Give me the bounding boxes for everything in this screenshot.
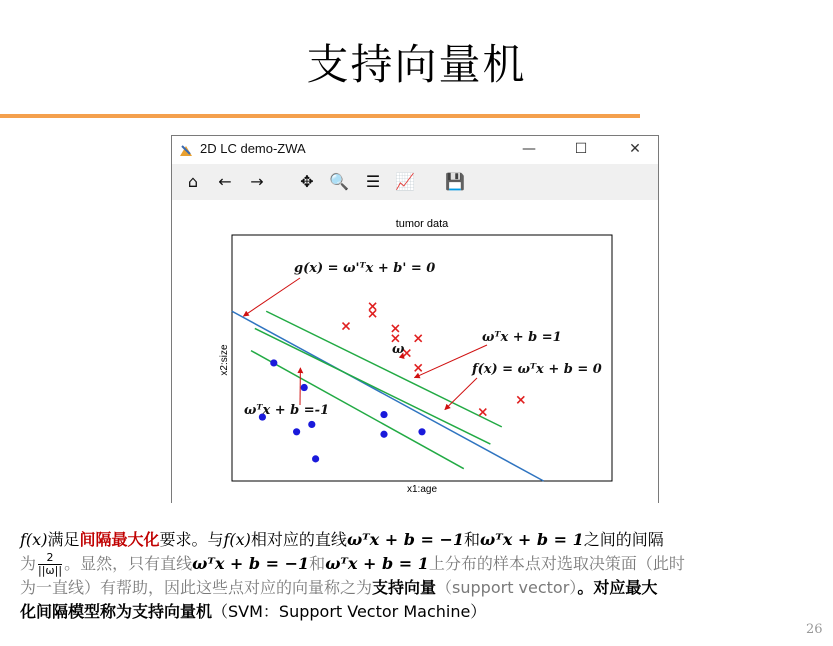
zoom-icon[interactable]: 🔍: [329, 172, 349, 191]
highlight-text: 间隔最大化: [79, 530, 160, 549]
text-run: （SVM：Support Vector Machine）: [212, 602, 487, 621]
text-run: 满足: [47, 530, 80, 549]
circle-point-marker: [293, 428, 300, 435]
equation: ωᵀx + b = −1: [192, 554, 310, 573]
page-number: 26: [806, 622, 823, 637]
fraction: [38, 552, 62, 577]
edit-axis-icon[interactable]: 📈: [395, 172, 415, 191]
matplotlib-window: [171, 135, 659, 503]
text-line-4: [20, 600, 820, 624]
fx-math: f(x): [20, 530, 48, 549]
bold-term: 。对应最大: [577, 578, 658, 597]
x-point-marker: [479, 409, 486, 416]
equation: ωᵀx + b = 1: [480, 530, 584, 549]
close-button[interactable]: ✕: [629, 141, 641, 157]
app-icon: [178, 142, 194, 158]
equation: ωᵀx + b = −1: [346, 530, 465, 549]
save-icon[interactable]: 💾: [445, 172, 465, 191]
annotation-label: ω: [392, 342, 405, 357]
text-run: 为: [20, 554, 37, 573]
text-run: 之间的间隔: [583, 530, 664, 549]
text-line-1: [20, 528, 820, 552]
x-point-marker: [517, 396, 524, 403]
annotation-label: ωᵀx + b =1: [482, 330, 562, 345]
annotation-label: f(x) = ωᵀx + b = 0: [472, 362, 602, 377]
text-run: 和: [309, 554, 326, 573]
x-point-marker: [343, 323, 350, 330]
text-run: 相对应的直线: [250, 530, 347, 549]
text-run: 要求。与: [159, 530, 224, 549]
x-point-marker: [415, 364, 422, 371]
configure-subplots-icon[interactable]: ☰: [365, 172, 381, 191]
x-axis-label: x1:age: [406, 484, 438, 495]
fx-math: f(x): [223, 530, 251, 549]
home-icon[interactable]: ⌂: [187, 172, 199, 191]
circle-point-marker: [301, 384, 308, 391]
annotation-arrow: [445, 378, 477, 410]
bold-term: 支持向量: [372, 578, 437, 597]
window-titlebar[interactable]: [172, 136, 658, 164]
window-title: 2D LC demo-ZWA: [200, 141, 306, 156]
text-line-3: [20, 576, 820, 600]
pan-icon[interactable]: ✥: [300, 172, 314, 191]
equation: ωᵀx + b = 1: [325, 554, 429, 573]
x-point-marker: [369, 310, 376, 317]
back-icon[interactable]: ←: [218, 172, 232, 191]
text-run: 。显然，只有直线: [64, 554, 193, 573]
bold-term: 化间隔模型称为支持向量机: [20, 602, 213, 621]
fraction-numerator: 2: [38, 552, 62, 565]
chart-title: tumor data: [395, 218, 449, 230]
plot-toolbar: [172, 164, 658, 200]
maximize-button[interactable]: ☐: [574, 141, 588, 157]
circle-point-marker: [308, 421, 315, 428]
circle-point-marker: [270, 359, 277, 366]
fraction-denominator: ||ω||: [38, 564, 63, 577]
slide-title: 支持向量机: [306, 40, 527, 89]
text-run: 上分布的样本点对选取决策面（此时: [428, 554, 685, 573]
explanation-text: [20, 528, 820, 624]
scatter-chart: [172, 200, 658, 503]
x-point-marker: [369, 303, 376, 310]
annotation-label: g(x) = ω'ᵀx + b' = 0: [294, 261, 436, 276]
annotation-label: ωᵀx + b =-1: [244, 403, 330, 418]
circle-point-marker: [380, 431, 387, 438]
boundary-line-2: [255, 328, 491, 444]
text-line-2: [20, 552, 820, 576]
x-point-marker: [392, 335, 399, 342]
x-point-marker: [392, 325, 399, 332]
text-run: （support vector）: [436, 578, 578, 597]
y-axis-label: x2:size: [219, 344, 230, 376]
text-run: 和: [464, 530, 481, 549]
title-divider: [0, 114, 640, 118]
circle-point-marker: [418, 428, 425, 435]
text-run: 为一直线）有帮助，因此这些点对应的向量称之为: [20, 578, 373, 597]
circle-point-marker: [380, 411, 387, 418]
circle-point-marker: [312, 455, 319, 462]
x-point-marker: [415, 335, 422, 342]
forward-icon[interactable]: →: [250, 172, 264, 191]
minimize-button[interactable]: —: [522, 141, 536, 157]
plot-area: [172, 200, 658, 503]
annotation-arrow: [243, 278, 300, 316]
